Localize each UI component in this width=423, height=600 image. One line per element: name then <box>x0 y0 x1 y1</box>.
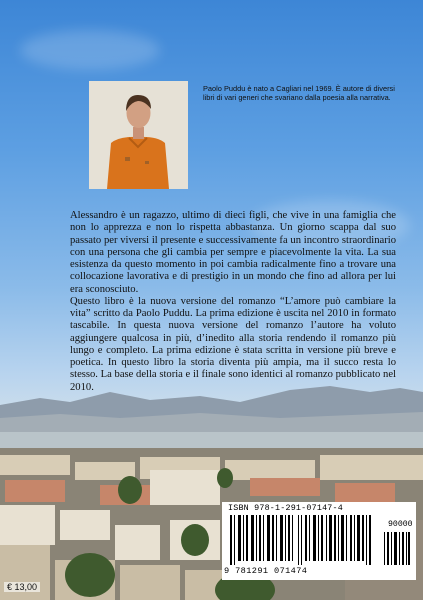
ean-digits: 9 781291 071474 <box>224 566 308 576</box>
neck <box>133 127 144 139</box>
price-code: 90000 <box>388 520 413 529</box>
author-bio: Paolo Puddu è nato a Cagliari nel 1969. È autore di diversi libri di vari generi che svariano dalla poesia alla narrativa. <box>203 84 395 102</box>
book-blurb <box>70 210 396 394</box>
blurb-paragraph-2: Questo libro è la nuova versione del romanzo “L’amore può cambiare la vita” scritto da Paolo Puddu. La prima edizione è uscita nel 2010 in formato tascabile. In questa nuova versione del romanzo l’autore ha voluto aggiungere qualcosa in più, d’inedito alla storia rendendo il romanzo più lungo e completo. La prima edizione è stata scritta in versione più breve e poetica. In questo libro la storia diventa più ampia, ma il succo resta lo stesso. La base della storia e il finale sono identici al romanzo pubblicato nel 2010. <box>70 295 396 393</box>
price-label: € 13,00 <box>4 582 40 592</box>
author-photo <box>89 81 188 189</box>
orange-shirt <box>107 137 169 189</box>
author-portrait <box>89 81 188 189</box>
ean-barcode <box>230 515 380 565</box>
isbn-label: ISBN 978-1-291-07147-4 <box>228 503 343 513</box>
blurb-paragraph-1: Alessandro è un ragazzo, ultimo di dieci figli, che vive in una famiglia che non lo apprezza e non lo rispetta abbastanza. Un giorno scappa dal suo passato per viversi il presente e successivamente fa un incontro straordinario con una persona che gli cambia per sempre e piacevolmente la vita. La sua esistenza da questo momento in poi cambia radicalmente fino a trovare una collocazione lavorativa e di prestigio in un mondo che fino ad allora per lui era sconosciuto. <box>70 210 396 295</box>
addon-barcode <box>384 532 410 565</box>
lagoon <box>0 432 423 450</box>
barcode-box <box>222 502 416 580</box>
